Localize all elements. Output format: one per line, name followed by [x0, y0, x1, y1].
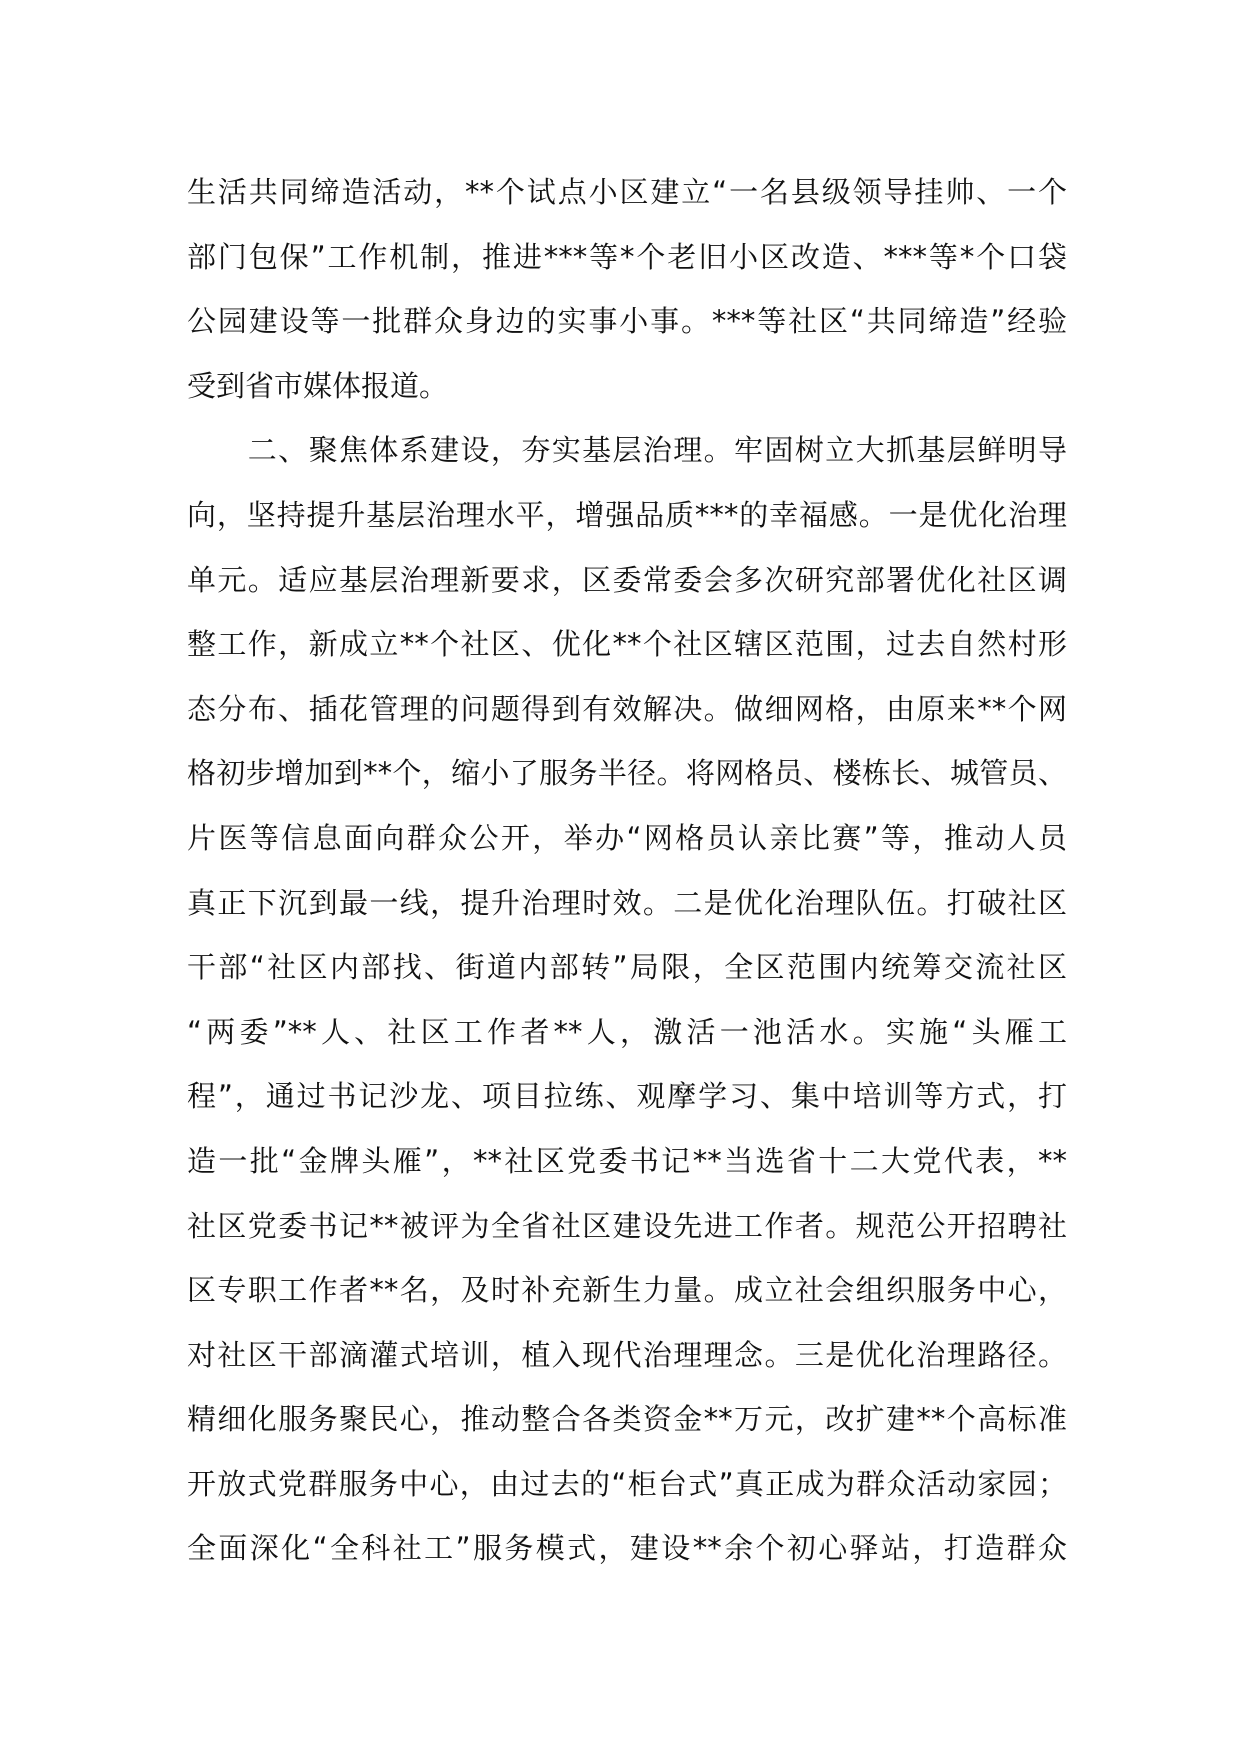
text-line: 对社区干部滴灌式培训，植入现代治理理念。三是优化治理路径。 [187, 1337, 1067, 1372]
body-text [187, 160, 1067, 1581]
text-line: 公园建设等一批群众身边的实事小事。***等社区“共同缔造”经验 [187, 304, 1067, 339]
text-line: 部门包保”工作机制，推进***等*个老旧小区改造、***等*个口袋 [187, 239, 1067, 274]
text-line: 程”，通过书记沙龙、项目拉练、观摩学习、集中培训等方式，打 [187, 1079, 1067, 1114]
text-line: 全面深化“全科社工”服务模式，建设**余个初心驿站，打造群众 [187, 1531, 1067, 1566]
text-line: 单元。适应基层治理新要求，区委常委会多次研究部署优化社区调 [187, 562, 1067, 597]
text-line: 社区党委书记**被评为全省社区建设先进工作者。规范公开招聘社 [187, 1208, 1067, 1243]
text-line: 干部“社区内部找、街道内部转”局限，全区范围内统筹交流社区 [187, 950, 1067, 985]
text-line: 格初步增加到**个，缩小了服务半径。将网格员、楼栋长、城管员、 [187, 756, 1067, 791]
text-line: “两委”**人、社区工作者**人，激活一池活水。实施“头雁工 [187, 1014, 1067, 1049]
text-line: 区专职工作者**名，及时补充新生力量。成立社会组织服务中心， [187, 1273, 1067, 1308]
text-line: 精细化服务聚民心，推动整合各类资金**万元，改扩建**个高标准 [187, 1402, 1067, 1437]
text-line: 生活共同缔造活动，**个试点小区建立“一名县级领导挂帅、一个 [187, 175, 1067, 209]
text-line: 片医等信息面向群众公开，举办“网格员认亲比赛”等，推动人员 [187, 820, 1067, 855]
text-line: 向，坚持提升基层治理水平，增强品质***的幸福感。一是优化治理 [187, 497, 1067, 532]
text-line: 整工作，新成立**个社区、优化**个社区辖区范围，过去自然村形 [187, 627, 1067, 662]
text-line: 二、聚焦体系建设，夯实基层治理。牢固树立大抓基层鲜明导 [187, 433, 1067, 468]
text-line: 受到省市媒体报道。 [187, 368, 449, 403]
text-line: 态分布、插花管理的问题得到有效解决。做细网格，由原来**个网 [187, 691, 1067, 726]
text-line: 真正下沉到最一线，提升治理时效。二是优化治理队伍。打破社区 [187, 885, 1067, 920]
text-line: 开放式党群服务中心，由过去的“柜台式”真正成为群众活动家园； [187, 1466, 1067, 1501]
text-line: 造一批“金牌头雁”，**社区党委书记**当选省十二大党代表，** [187, 1143, 1067, 1178]
